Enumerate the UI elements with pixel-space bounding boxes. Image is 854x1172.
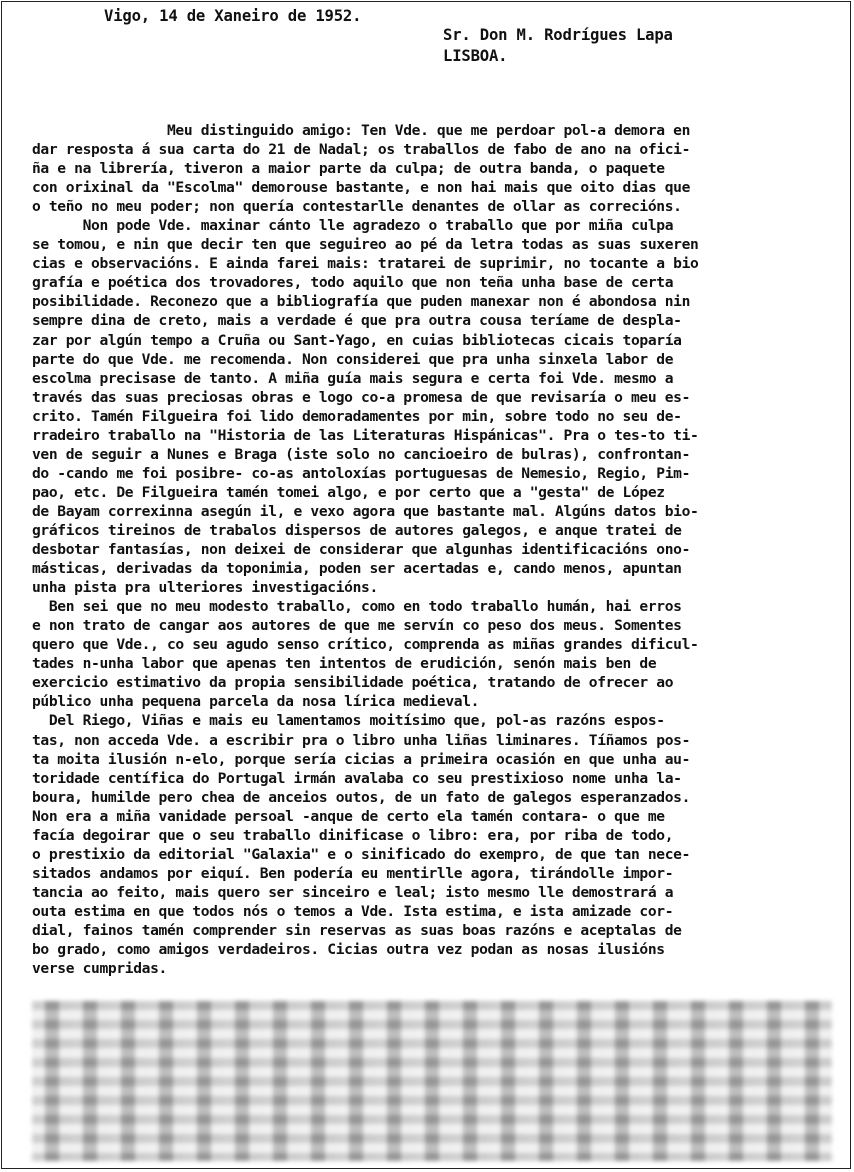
body-line: do -cando me foi posibre- co-as antoloxías portuguesas de Nemesio, Regio, Pim-	[32, 464, 691, 482]
body-line: sitados andamos por eiquí. Ben podería eu mentirlle agora, tirándolle impor-	[32, 864, 674, 882]
body-line: e non trato de cangar aos autores de que me servín co peso dos meus. Somentes	[32, 617, 682, 635]
body-line: con orixinal da "Escolma" demorouse bastante, e non hai mais que oito dias que	[32, 179, 691, 197]
body-line: exercicio estimativo da propia sensibilidade poética, tratando de ofrecer ao	[32, 674, 674, 692]
body-line: grafía e poética dos trovadores, todo aquilo que non teña unha base de certa	[32, 274, 674, 292]
body-line: se tomou, e nin que decir ten que seguireo ao pé da letra todas as suas suxeren	[32, 236, 699, 254]
letter-date: Vigo, 14 de Xaneiro de 1952.	[104, 7, 362, 25]
body-line: Del Riego, Viñas e mais eu lamentamos moitísimo que, pol-as razóns espos-	[32, 712, 665, 730]
body-line: crito. Tamén Filgueira foi lido demoradamentes por min, sobre todo no seu de-	[32, 407, 682, 425]
body-line: de Bayam correxinna asegún il, e vexo agora que bastante mal. Algúns datos bio-	[32, 502, 699, 520]
body-line: Meu distinguido amigo: Ten Vde. que me perdoar pol-a demora en	[32, 122, 691, 139]
body-line: quero que Vde., co seu agudo senso crítico, comprenda as miñas grandes dificul-	[32, 636, 699, 654]
body-line: escolma precisase de tanto. A miña guía mais segura e certa foi Vde. mesmo a	[32, 369, 674, 387]
body-line: rradeiro traballo na "Historia de las Literaturas Hispánicas". Pra o tes-to ti-	[32, 426, 699, 444]
letter-page	[1, 1, 851, 1169]
body-line: tas, non acceda Vde. a escribir pra o libro unha liñas liminares. Tíñamos pos-	[32, 731, 691, 749]
body-line: o prestixio da editorial "Galaxia" e o sinificado do exempro, de que tan nece-	[32, 845, 691, 863]
body-line: Ben sei que no meu modesto traballo, como en todo traballo humán, hai erros	[32, 598, 682, 616]
body-line: toridade centífica do Portugal irmán avalaba co seu prestixioso nome unha la-	[32, 769, 682, 787]
body-line: zar por algún tempo a Cruña ou Sant-Yago, en cuias bibliotecas cicais toparía	[32, 331, 682, 349]
body-line: pao, etc. De Filgueira tamén tomei algo, e por certo que a "gesta" de López	[32, 483, 665, 501]
redacted-blurred-text	[32, 1001, 832, 1161]
redaction-overlay	[32, 1001, 832, 1161]
body-line: Non pode Vde. maxinar cánto lle agradezo o traballo que por miña culpa	[32, 217, 674, 235]
recipient-city: LISBOA.	[443, 47, 508, 65]
body-line: verse cumpridas.	[32, 960, 167, 978]
body-line: sempre dina de creto, mais a verdade é que pra outra cousa teríame de despla-	[32, 312, 682, 330]
body-line: público unha pequena parcela da nosa lírica medieval.	[32, 693, 480, 711]
body-line: outa estima en que todos nós o temos a Vde. Ista estima, e ista amizade cor-	[32, 902, 674, 920]
body-line: cias e observacións. E ainda farei mais: tratarei de suprimir, no tocante a bio	[32, 255, 699, 273]
body-line: ña e na librería, tiveron a maior parte da culpa; de outra banda, o paquete	[32, 160, 665, 178]
body-line: gráficos tireinos de trabalos dispersos de autores galegos, e anque tratei de	[32, 521, 682, 539]
body-line: parte do que Vde. me recomenda. Non considerei que pra unha sinxela labor de	[32, 350, 674, 368]
body-line: desbotar fantasías, non deixei de considerar que algunhas identificacións ono-	[32, 541, 691, 559]
body-line: tancia ao feito, mais quero ser sinceiro e leal; isto mesmo lle demostrará a	[32, 883, 674, 901]
recipient-name: Sr. Don M. Rodrígues Lapa	[443, 26, 673, 44]
body-line: dial, fainos tamén comprender sin reservas as suas boas razóns e aceptalas de	[32, 921, 682, 939]
body-line: facía degoirar que o seu traballo dinificase o libro: era, por riba de todo,	[32, 826, 674, 844]
body-line: bo grado, como amigos verdadeiros. Cicias outra vez podan as nosas ilusións	[32, 941, 665, 959]
body-line: Non era a miña vanidade persoal -anque de certo ela tamén contara- o que me	[32, 807, 665, 825]
body-line: unha pista pra ulteriores investigacións.	[32, 579, 378, 597]
body-line: másticas, derivadas da toponimia, poden ser acertadas e, cando menos, apuntan	[32, 560, 682, 578]
body-line: tades n-unha labor que apenas ten intentos de erudición, senón mais ben de	[32, 655, 657, 673]
body-line: ta moita ilusión n-elo, porque sería cicias a primeira ocasión en que unha au-	[32, 750, 691, 768]
body-line: boura, humilde pero chea de anceios outos, de un fato de galegos esperanzados.	[32, 788, 691, 806]
body-line: través das suas preciosas obras e logo co-a promesa de que revisaría o meu es-	[32, 388, 691, 406]
body-line: posibilidade. Reconezo que a bibliografía que puden manexar non é abondosa nin	[32, 293, 691, 311]
body-line: ven de seguir a Nunes e Braga (iste solo no cancioeiro de bulras), confrontan-	[32, 445, 691, 463]
body-line: dar resposta á sua carta do 21 de Nadal; os traballos de fabo de ano na ofici-	[32, 141, 691, 159]
body-line: o teño no meu poder; non quería contestarlle denantes de ollar as correcións.	[32, 198, 682, 216]
letter-body	[32, 121, 698, 978]
